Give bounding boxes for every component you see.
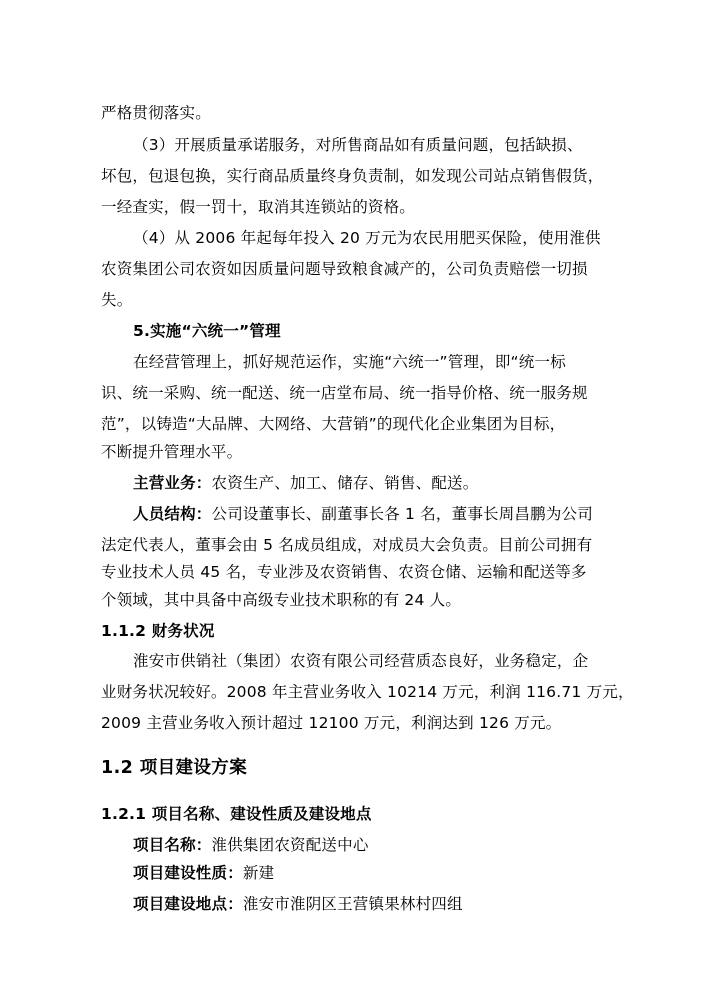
section-heading: 1.2 项目建设方案	[101, 758, 248, 778]
main-business-label: 主营业务：	[133, 474, 212, 492]
finance-line-1: 淮安市供销社（集团）农资有限公司经营质态良好，业务稳定，企	[133, 652, 589, 670]
project-location-value: 淮安市淮阴区王营镇果林村四组	[242, 895, 463, 913]
project-nature-value: 新建	[242, 864, 275, 882]
section-5-line-1: 在经营管理上，抓好规范运作，实施“六统一”管理，即“统一标	[133, 353, 566, 371]
project-location-line	[133, 894, 463, 914]
staff-line-4: 个领域，其中具备中高级专业技术职称的有 24 人。	[101, 591, 462, 609]
staff-line-1	[133, 504, 593, 524]
section-5-line-2: 识、统一采购、统一配送、统一店堂布局、统一指导价格、统一服务规	[101, 384, 588, 402]
item-3-line-1: （3）开展质量承诺服务，对所售商品如有质量问题，包括缺损、	[133, 136, 583, 154]
main-business-value: 农资生产、加工、储存、销售、配送。	[211, 474, 479, 492]
item-4-line-2: 农资集团公司农资如因质量问题导致粮食减产的，公司负责赔偿一切损	[101, 260, 588, 278]
staff-line-3: 专业技术人员 45 名，专业涉及农资销售、农资仓储、运输和配送等多	[101, 563, 587, 581]
project-nature-line	[133, 863, 274, 883]
item-4-line-1: （4）从 2006 年起每年投入 20 万元为农民用肥买保险，使用淮供	[133, 229, 601, 247]
finance-line-3: 2009 主营业务收入预计超过 12100 万元，利润达到 126 万元。	[101, 714, 562, 732]
project-location-label: 项目建设地点：	[133, 895, 243, 913]
finance-line-2: 业财务状况较好。2008 年主营业务收入 10214 万元，利润 116.71 万元，	[101, 683, 634, 701]
section-5-line-4: 不断提升管理水平。	[101, 443, 243, 461]
subsection-heading: 1.2.1 项目名称、建设性质及建设地点	[101, 805, 372, 823]
project-name-label: 项目名称：	[133, 836, 212, 854]
project-name-line	[133, 835, 369, 855]
item-3-line-3: 一经查实，假一罚十，取消其连锁站的资格。	[101, 198, 416, 216]
item-3-line-2: 坏包，包退包换，实行商品质量终身负责制，如发现公司站点销售假货，	[101, 167, 604, 185]
staff-first-line: 公司设董事长、副董事长各 1 名，董事长周昌鹏为公司	[211, 505, 593, 523]
staff-label: 人员结构：	[133, 505, 212, 523]
item-4-line-3: 失。	[101, 291, 133, 309]
project-name-value: 淮供集团农资配送中心	[211, 836, 369, 854]
paragraph-line: 严格贯彻落实。	[101, 104, 211, 122]
project-nature-label: 项目建设性质：	[133, 864, 243, 882]
section-5-line-3: 范”，以铸造“大品牌、大网络、大营销”的现代化企业集团为目标，	[101, 415, 566, 433]
finance-heading: 1.1.2 财务状况	[101, 622, 215, 640]
staff-line-2: 法定代表人，董事会由 5 名成员组成，对成员大会负责。目前公司拥有	[101, 536, 593, 554]
main-business-line	[133, 473, 478, 493]
section-5-heading: 5.实施“六统一”管理	[133, 322, 281, 340]
